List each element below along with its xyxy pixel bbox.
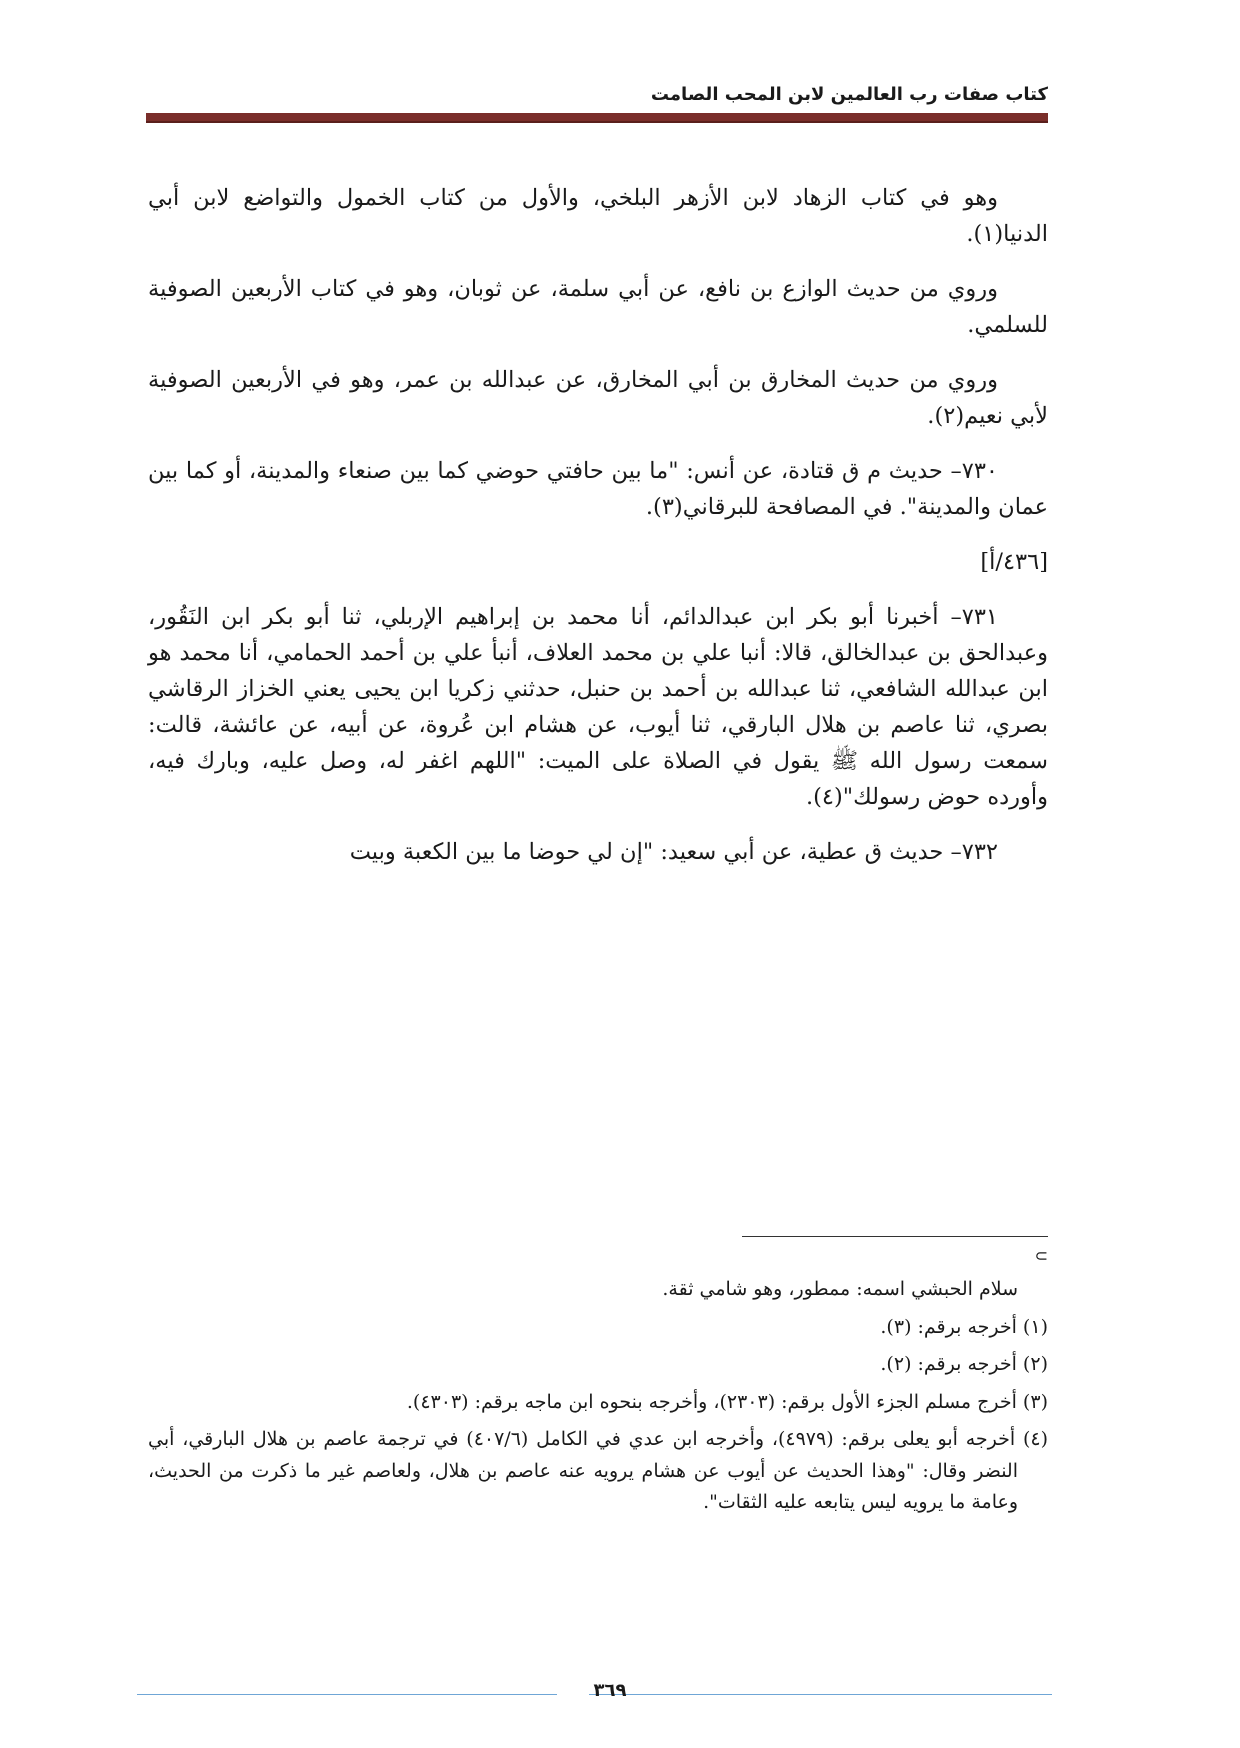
footnotes xyxy=(148,1274,1048,1525)
footer-rule-right xyxy=(589,1694,1052,1695)
footer-rule-left xyxy=(137,1694,557,1695)
paragraph: وروي من حديث المخارق بن أبي المخارق، عن عبدالله بن عمر، وهو في الأربعين الصوفية لأبي نعيم(٢). xyxy=(148,367,1048,429)
footnote-item: (١) أخرجه برقم: (٣). xyxy=(880,1315,1048,1338)
footnote-item: (٤) أخرجه أبو يعلى برقم: (٤٩٧٩)، وأخرجه ابن عدي في الكامل (٤٠٧/٦) في ترجمة عاصم بن هلال البارقي، أبي النضر وقال: "وهذا الحديث عن أيوب عن هشام يرويه عنه عاصم بن هلال، ولعاصم غير ما ذكرت من الحديث، وعامة ما يرويه ليس يتابعه عليه الثقات". xyxy=(148,1428,1048,1514)
paragraph: ٧٣١– أخبرنا أبو بكر ابن عبدالدائم، أنا محمد بن إبراهيم الإربلي، ثنا أبو بكر ابن النَقُور، وعبدالحق بن عبدالخالق، قالا: أنبا علي بن محمد العلاف، أنبأ علي بن أحمد الحمامي، أنا محمد هو ابن عبدالله الشافعي، ثنا عبدالله بن أحمد بن حنبل، حدثني زكريا ابن يحيى يعني الخزاز الرقاشي بصري، ثنا عاصم بن هلال البارقي، ثنا أيوب، عن هشام ابن عُروة، عن أبيه، عن عائشة، قالت: سمعت رسول الله ﷺ يقول في الصلاة على الميت: "اللهم اغفر له، وصل عليه، وبارك فيه، وأورده حوض رسولك"(٤). xyxy=(148,604,1048,810)
paragraph: وروي من حديث الوازع بن نافع، عن أبي سلمة، عن ثوبان، وهو في كتاب الأربعين الصوفية للسلمي. xyxy=(148,276,1048,338)
footnote-continuation-mark: ⊃ xyxy=(1034,1246,1048,1265)
paragraph: ٧٣٢– حديث ق عطية، عن أبي سعيد: "إن لي حوضا ما بين الكعبة وبيت xyxy=(349,839,998,865)
footnote-continued: سلام الحبشي اسمه: ممطور، وهو شامي ثقة. xyxy=(662,1278,1018,1300)
footnote-item: (٢) أخرجه برقم: (٢). xyxy=(880,1353,1048,1376)
paragraph: وهو في كتاب الزهاد لابن الأزهر البلخي، والأول من كتاب الخمول والتواضع لابن أبي الدنيا(١). xyxy=(148,185,1048,247)
footnote-separator xyxy=(742,1236,1048,1237)
footnote-item: (٣) أخرج مسلم الجزء الأول برقم: (٢٣٠٣)، وأخرجه بنحوه ابن ماجه برقم: (٤٣٠٣). xyxy=(406,1390,1048,1413)
main-text xyxy=(148,180,1048,889)
folio-marker: [٤٣٦/أ] xyxy=(980,549,1048,575)
page-number: ٣٦٩ xyxy=(593,1680,627,1701)
header-rule xyxy=(146,113,1048,123)
running-header-title: كتاب صفات رب العالمين لابن المحب الصامت xyxy=(650,84,1048,105)
paragraph: ٧٣٠– حديث م ق قتادة، عن أنس: "ما بين حافتي حوضي كما بين صنعاء والمدينة، أو كما بين عمان والمدينة". في المصافحة للبرقاني(٣). xyxy=(148,458,1048,520)
